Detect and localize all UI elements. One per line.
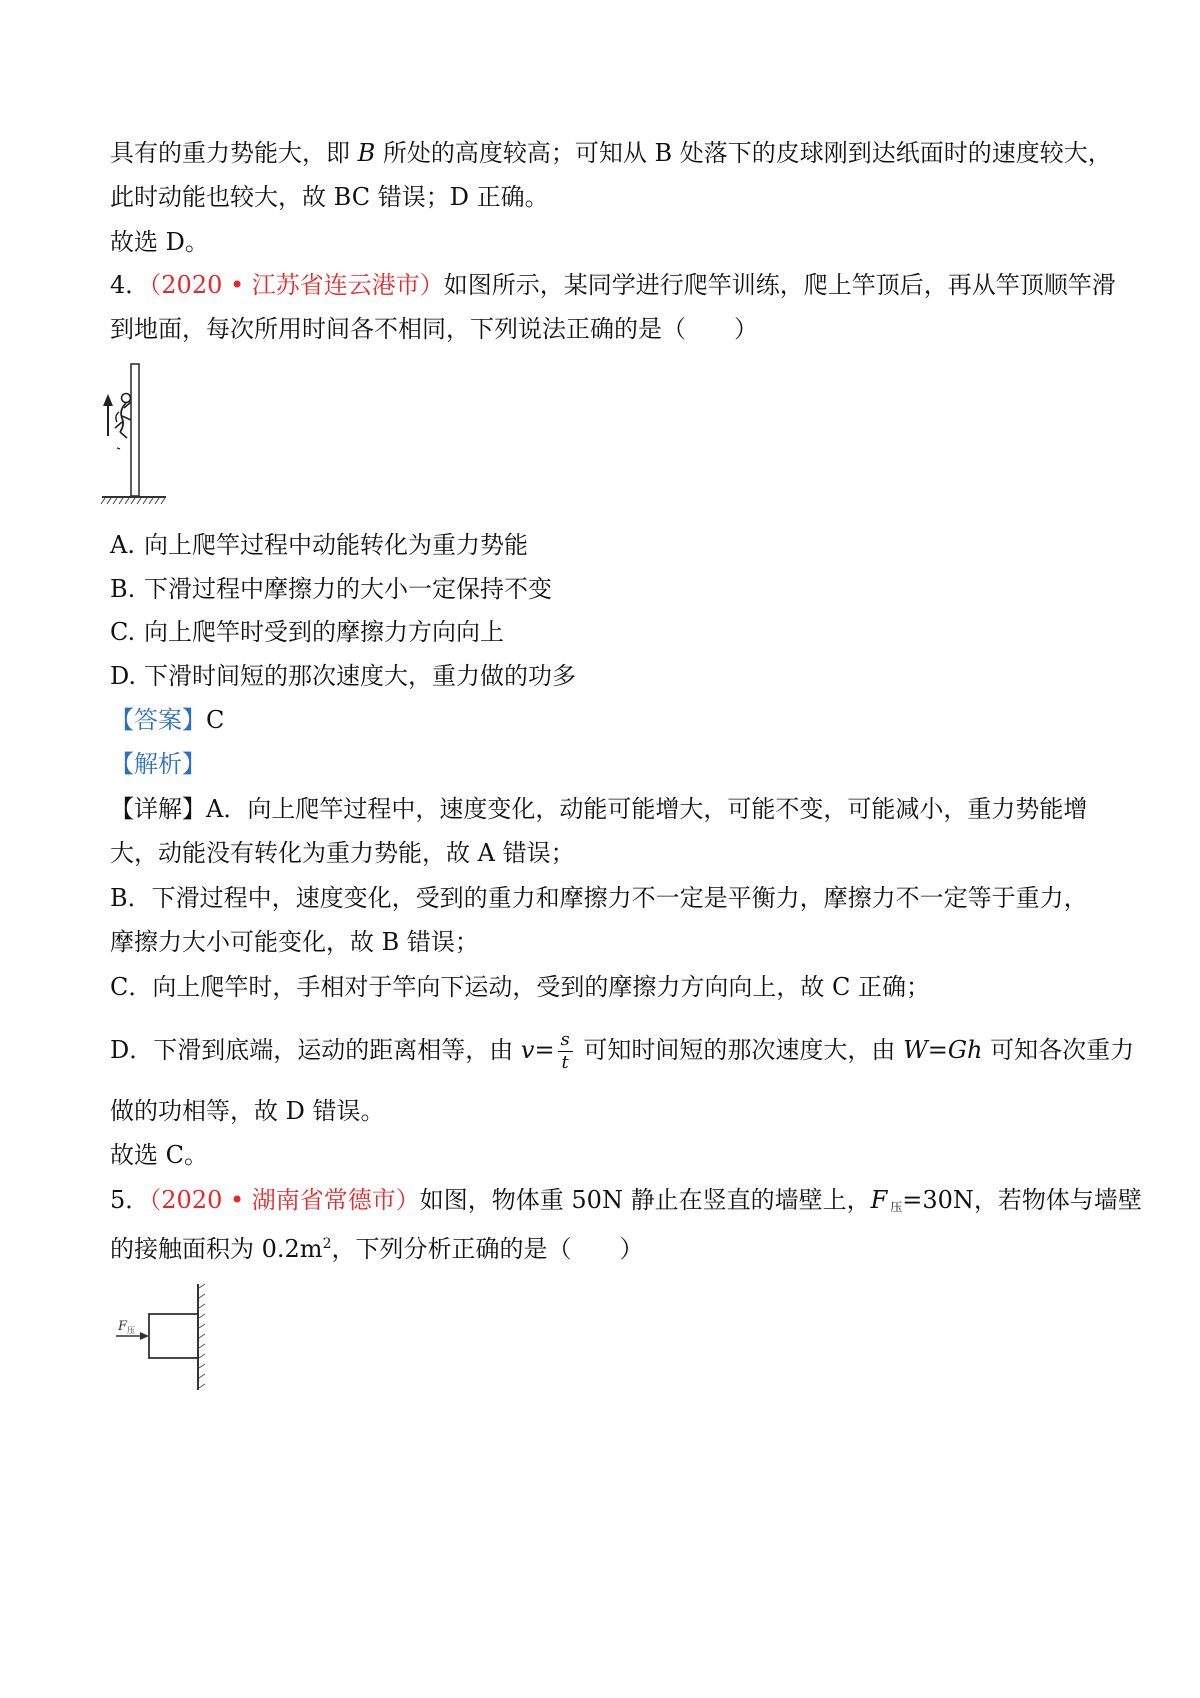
q4-detail-line-6: D．下滑到底端，运动的距离相等，由 v= $\frac{s}{t}$ 可知时间短的那次速度大，由 W=Gh 可知各次重力: [110, 1029, 1135, 1073]
prev-explanation-line-2: 此时动能也较大，故 BC 错误；D 正确。: [110, 183, 549, 211]
prev-explanation-line-1: 具有的重力势能大，即 B 所处的高度较高；可知从 B 处落下的皮球刚到达纸面时的速度较大，: [110, 139, 1112, 167]
prev-choice: 故选 D。: [110, 228, 209, 256]
q4-answer: [110, 703, 1100, 737]
work-formula: W=Gh: [903, 1036, 983, 1064]
q4-detail-line-2: 大，动能没有转化为重力势能，故 A 错误；: [110, 839, 575, 867]
answer-value: C: [206, 706, 225, 734]
q4-choice: 故选 C。: [110, 1141, 208, 1169]
q5-stem-line-2: 的接触面积为 $0.2m^2$，下列分析正确的是（ ）: [110, 1235, 644, 1263]
q4-source: （2020 • 江苏省连云港市）: [149, 271, 444, 299]
q5-source: （2020 • 湖南省常德市）: [149, 1186, 420, 1214]
q4-number: 4．: [110, 271, 150, 299]
q4-detail-line-3: B．下滑过程中，速度变化，受到的重力和摩擦力不一定是平衡力，摩擦力不一定等于重力，: [110, 884, 1088, 912]
q4-detail-line-1: 【详解】A．向上爬竿过程中，速度变化，动能可能增大，可能不变，可能减小，重力势能增: [110, 795, 1088, 823]
analysis-label: 【解析】: [110, 750, 206, 778]
q4-option-c: C. 向上爬竿时受到的摩擦力方向向上: [110, 618, 504, 646]
pole-climbing-figure: [100, 358, 170, 510]
q5-stem-line-1: 5．（2020 • 湖南省常德市）如图，物体重 50N 静止在竖直的墙壁上，F $_压$=30N，若物体与墙壁: [110, 1186, 1142, 1214]
q4-detail-line-4: 摩擦力大小可能变化，故 B 错误；: [110, 928, 479, 956]
q4-option-a: A. 向上爬竿过程中动能转化为重力势能: [110, 531, 528, 559]
q4-stem-line-2: 到地面，每次所用时间各不相同，下列说法正确的是（ ）: [110, 315, 758, 343]
answer-label: 【答案】: [110, 706, 206, 734]
force-label-sub: 压: [127, 1326, 135, 1335]
force-label: F: [118, 1319, 128, 1334]
q4-stem-line-1: 4．（2020 • 江苏省连云港市）如图所示，某同学进行爬竿训练，爬上竿顶后，再从竿顶顺竿滑: [110, 271, 1116, 299]
wall-block-figure: [112, 1278, 222, 1398]
q4-option-d: D. 下滑时间短的那次速度大，重力做的功多: [110, 662, 576, 690]
q4-detail-line-7: 做的功相等，故 D 错误。: [110, 1097, 385, 1125]
q4-detail-line-5: C．向上爬竿时，手相对于竿向下运动，受到的摩擦力方向向上，故 C 正确；: [110, 973, 930, 1001]
velocity-fraction: $\frac{s}{t}$: [558, 1029, 573, 1074]
q4-option-b: B. 下滑过程中摩擦力的大小一定保持不变: [110, 575, 552, 603]
q5-number: 5．: [110, 1186, 150, 1214]
